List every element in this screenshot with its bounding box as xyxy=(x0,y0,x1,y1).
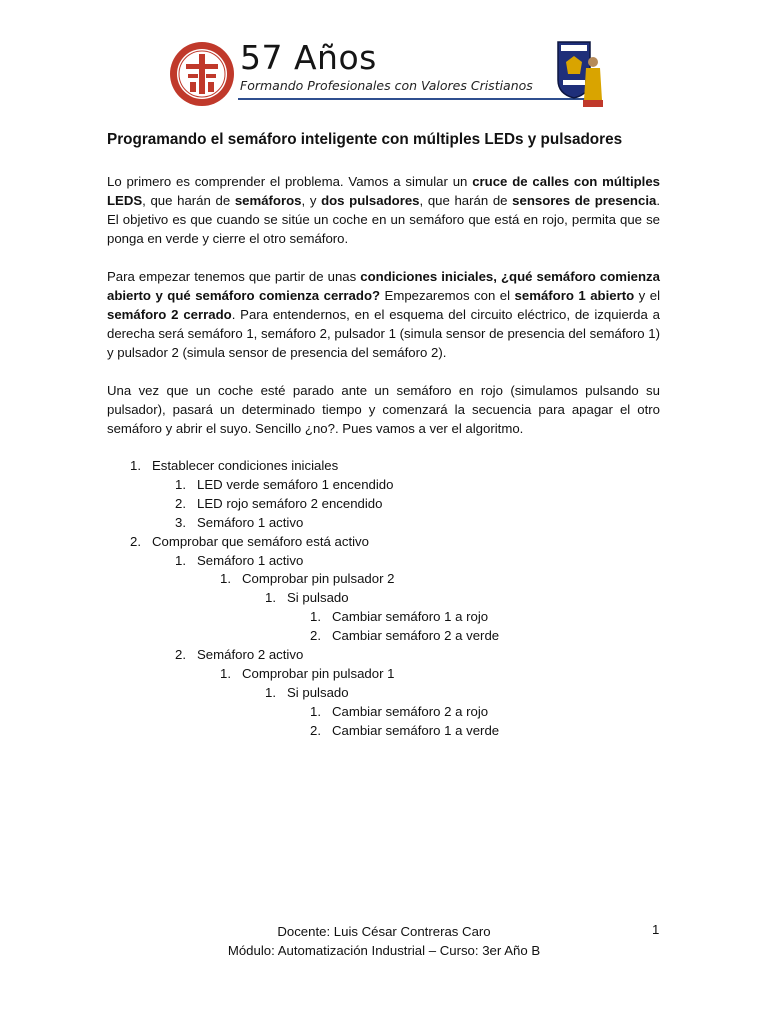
letterhead xyxy=(168,36,608,110)
list-item xyxy=(107,703,660,722)
list-item-text: Comprobar pin pulsador 2 xyxy=(242,571,395,587)
institution-motto: Formando Profesionales con Valores Cristianos xyxy=(240,78,533,93)
list-item-text: LED rojo semáforo 2 encendido xyxy=(197,495,383,511)
p1-run: . El objetivo es que cuando se sitúe un coche en un semáforo que está en rojo, permita que se ponga en verde y cierre el otro semáforo. xyxy=(107,193,660,246)
p2-run: Empezaremos con el xyxy=(380,288,515,303)
p1-run: cruce de calles con múltiples LEDS xyxy=(107,174,661,208)
list-item-text: Comprobar que semáforo está activo xyxy=(152,533,369,549)
list-item-text: Cambiar semáforo 1 a rojo xyxy=(332,609,489,625)
list-item-number: 1. xyxy=(130,458,141,473)
paragraph-sequence: Una vez que un coche esté parado ante un semáforo en rojo (simulamos pulsando su pulsador), pasará un determinado tiempo y comenzará la secuencia para apagar el otro semáforo y abrir el suyo. Sencillo ¿no?. Pues vamos a ver el algoritmo. xyxy=(107,383,660,436)
paragraph-conditions xyxy=(107,267,660,362)
footer-course: Módulo: Automatización Industrial – Curso: 3er Año B xyxy=(227,943,541,958)
list-item-number: 2. xyxy=(310,628,321,644)
footer-teacher: Docente: Luis César Contreras Caro xyxy=(277,924,491,939)
list-item xyxy=(107,589,660,608)
list-item xyxy=(107,627,660,646)
p2-run: condiciones iniciales, ¿qué semáforo comienza abierto y qué semáforo comienza cerrado? xyxy=(107,269,660,303)
list-item xyxy=(107,684,660,703)
list-item-text: Semáforo 2 activo xyxy=(197,647,304,663)
institution-seal-logo xyxy=(168,40,236,108)
list-item-text: Comprobar pin pulsador 1 xyxy=(242,665,395,681)
list-item xyxy=(107,665,660,684)
list-item xyxy=(107,457,660,476)
list-item-number: 3. xyxy=(175,514,186,530)
document-body xyxy=(107,130,660,741)
p2-run: semáforo 2 cerrado xyxy=(107,307,232,322)
list-item-number: 1. xyxy=(175,552,186,568)
list-item-number: 1. xyxy=(265,684,276,700)
algorithm-list xyxy=(107,457,660,741)
paragraph-intro xyxy=(107,172,660,248)
list-item xyxy=(107,646,660,665)
list-item-number: 1. xyxy=(220,571,231,587)
list-item-text: Cambiar semáforo 2 a rojo xyxy=(332,703,489,719)
list-item-text: Si pulsado xyxy=(287,590,349,606)
list-item-number: 2. xyxy=(175,495,186,511)
list-item-number: 1. xyxy=(265,590,276,606)
p2-run: y el xyxy=(634,288,661,303)
p1-run: sensores de presencia xyxy=(512,193,657,208)
list-item-number: 1. xyxy=(220,665,231,681)
document-title: Programando el semáforo inteligente con múltiples LEDs y pulsadores xyxy=(107,131,623,148)
list-item-text: Cambiar semáforo 2 a verde xyxy=(332,628,500,644)
list-item-text: LED verde semáforo 1 encendido xyxy=(197,476,394,492)
list-item xyxy=(107,570,660,589)
p1-run: Lo primero es comprender el problema. Vamos a simular un xyxy=(107,174,473,189)
list-item xyxy=(107,514,660,533)
page-number: 1 xyxy=(652,922,660,937)
list-item xyxy=(107,552,660,571)
list-item-number: 1. xyxy=(310,609,321,625)
p2-run: . Para entendernos, en el esquema del circuito eléctrico, de izquierda a derecha será semáforo 1, semáforo 2, pulsador 1 (simula sensor de presencia del semáforo 1) y pulsador 2 (simula sensor de presencia del semáforo 2). xyxy=(107,307,660,360)
header-rule xyxy=(238,98,588,100)
statue-figure-icon xyxy=(582,56,604,108)
p1-run: semáforos xyxy=(234,193,302,208)
list-item-number: 2. xyxy=(130,533,141,549)
anniversary-title: 57 Años xyxy=(240,38,377,77)
list-item xyxy=(107,533,660,552)
list-item-number: 1. xyxy=(310,703,321,719)
list-item-text: Establecer condiciones iniciales xyxy=(152,458,339,473)
list-item xyxy=(107,476,660,495)
p1-run: , y xyxy=(301,193,322,208)
list-item-number: 2. xyxy=(175,647,186,663)
list-item-text: Semáforo 1 activo xyxy=(197,514,304,530)
p1-run: dos pulsadores xyxy=(321,193,420,208)
list-item xyxy=(107,495,660,514)
p1-run: , que harán de xyxy=(142,193,235,208)
p2-run: Para empezar tenemos que partir de unas xyxy=(107,269,361,284)
list-item-text: Cambiar semáforo 1 a verde xyxy=(332,722,500,738)
list-item-number: 1. xyxy=(175,476,186,492)
list-item xyxy=(107,608,660,627)
list-item-number: 2. xyxy=(310,722,321,738)
list-item-text: Semáforo 1 activo xyxy=(197,552,304,568)
list-item xyxy=(107,722,660,741)
p2-run: semáforo 1 abierto xyxy=(514,288,635,303)
p1-run: , que harán de xyxy=(419,193,513,208)
list-item-text: Si pulsado xyxy=(287,684,349,700)
